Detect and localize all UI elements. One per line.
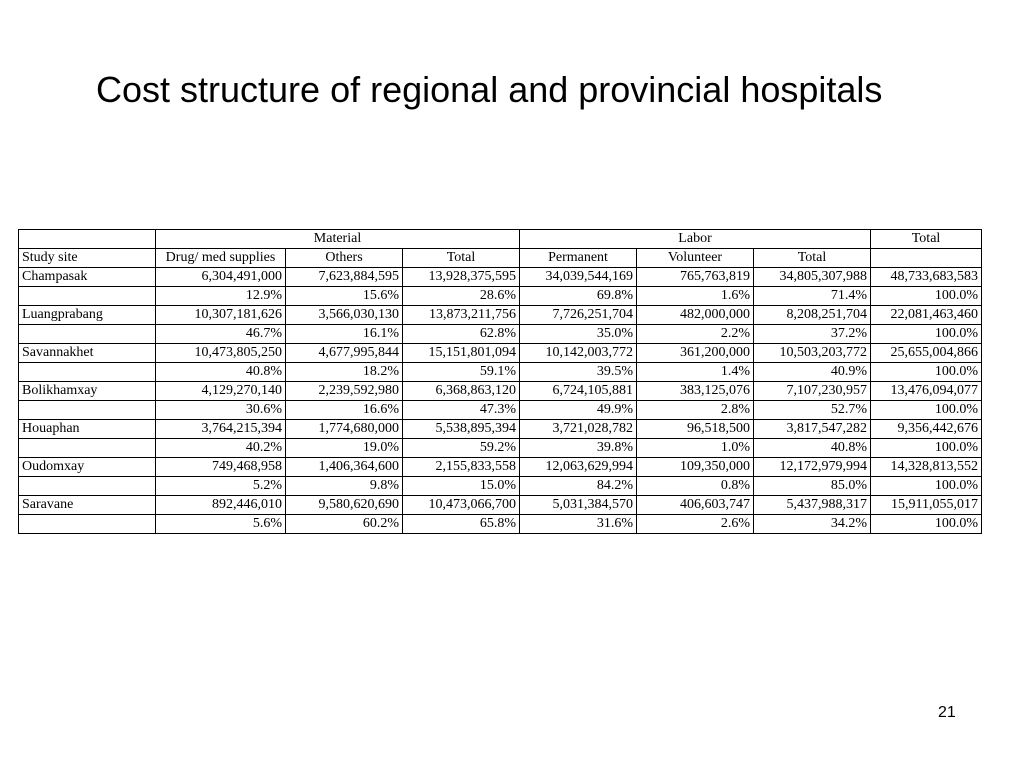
percent-cell: 40.2% [156, 439, 286, 458]
table-row-percents [19, 515, 982, 534]
value-cell: 13,873,211,756 [403, 306, 520, 325]
percent-cell: 46.7% [156, 325, 286, 344]
table-row-percents [19, 325, 982, 344]
percent-cell: 1.0% [637, 439, 754, 458]
table-row-percents [19, 439, 982, 458]
group-header-labor: Labor [520, 230, 871, 249]
percent-cell: 5.2% [156, 477, 286, 496]
percent-cell: 100.0% [871, 287, 982, 306]
percent-cell: 15.0% [403, 477, 520, 496]
value-cell: 6,724,105,881 [520, 382, 637, 401]
table-row-values [19, 458, 982, 477]
value-cell: 1,406,364,600 [286, 458, 403, 477]
table-row-values [19, 306, 982, 325]
percent-cell: 0.8% [637, 477, 754, 496]
value-cell: 3,764,215,394 [156, 420, 286, 439]
percent-cell: 52.7% [754, 401, 871, 420]
percent-cell: 60.2% [286, 515, 403, 534]
value-cell: 10,503,203,772 [754, 344, 871, 363]
column-header-row [19, 249, 982, 268]
value-cell: 34,039,544,169 [520, 268, 637, 287]
table-row-values [19, 268, 982, 287]
percent-cell: 34.2% [754, 515, 871, 534]
value-cell: 406,603,747 [637, 496, 754, 515]
value-cell: 7,726,251,704 [520, 306, 637, 325]
value-cell: 7,107,230,957 [754, 382, 871, 401]
value-cell: 25,655,004,866 [871, 344, 982, 363]
column-header-study-site: Study site [19, 249, 156, 268]
cost-table-container [18, 229, 981, 534]
value-cell: 8,208,251,704 [754, 306, 871, 325]
percent-cell: 39.5% [520, 363, 637, 382]
value-cell: 6,368,863,120 [403, 382, 520, 401]
percent-cell: 19.0% [286, 439, 403, 458]
study-site-cell: Houaphan [19, 420, 156, 439]
value-cell: 6,304,491,000 [156, 268, 286, 287]
percent-cell: 30.6% [156, 401, 286, 420]
percent-cell: 47.3% [403, 401, 520, 420]
percent-cell: 100.0% [871, 363, 982, 382]
blank-cell [19, 325, 156, 344]
percent-cell: 2.2% [637, 325, 754, 344]
value-cell: 9,580,620,690 [286, 496, 403, 515]
column-header-permanent: Permanent [520, 249, 637, 268]
percent-cell: 1.6% [637, 287, 754, 306]
percent-cell: 1.4% [637, 363, 754, 382]
percent-cell: 15.6% [286, 287, 403, 306]
percent-cell: 5.6% [156, 515, 286, 534]
value-cell: 15,911,055,017 [871, 496, 982, 515]
percent-cell: 59.1% [403, 363, 520, 382]
value-cell: 3,721,028,782 [520, 420, 637, 439]
blank-cell [19, 515, 156, 534]
percent-cell: 85.0% [754, 477, 871, 496]
percent-cell: 59.2% [403, 439, 520, 458]
percent-cell: 100.0% [871, 515, 982, 534]
value-cell: 4,677,995,844 [286, 344, 403, 363]
value-cell: 1,774,680,000 [286, 420, 403, 439]
percent-cell: 40.9% [754, 363, 871, 382]
value-cell: 14,328,813,552 [871, 458, 982, 477]
group-header-blank [19, 230, 156, 249]
percent-cell: 71.4% [754, 287, 871, 306]
percent-cell: 9.8% [286, 477, 403, 496]
cost-table [18, 229, 982, 534]
column-header-grand-total-blank [871, 249, 982, 268]
value-cell: 13,476,094,077 [871, 382, 982, 401]
value-cell: 3,566,030,130 [286, 306, 403, 325]
slide-title: Cost structure of regional and provincial hospitals [96, 69, 883, 110]
group-header-total: Total [871, 230, 982, 249]
blank-cell [19, 477, 156, 496]
value-cell: 2,155,833,558 [403, 458, 520, 477]
percent-cell: 35.0% [520, 325, 637, 344]
percent-cell: 62.8% [403, 325, 520, 344]
column-header-drug-med-supplies: Drug/ med supplies [156, 249, 286, 268]
percent-cell: 100.0% [871, 401, 982, 420]
value-cell: 5,538,895,394 [403, 420, 520, 439]
value-cell: 34,805,307,988 [754, 268, 871, 287]
percent-cell: 49.9% [520, 401, 637, 420]
table-row-percents [19, 287, 982, 306]
value-cell: 5,031,384,570 [520, 496, 637, 515]
percent-cell: 100.0% [871, 439, 982, 458]
percent-cell: 2.8% [637, 401, 754, 420]
table-row-values [19, 344, 982, 363]
value-cell: 482,000,000 [637, 306, 754, 325]
table-row-values [19, 420, 982, 439]
percent-cell: 2.6% [637, 515, 754, 534]
value-cell: 12,063,629,994 [520, 458, 637, 477]
table-row-values [19, 382, 982, 401]
blank-cell [19, 401, 156, 420]
value-cell: 3,817,547,282 [754, 420, 871, 439]
percent-cell: 18.2% [286, 363, 403, 382]
percent-cell: 28.6% [403, 287, 520, 306]
table-row-percents [19, 363, 982, 382]
column-header-material-total: Total [403, 249, 520, 268]
value-cell: 4,129,270,140 [156, 382, 286, 401]
percent-cell: 84.2% [520, 477, 637, 496]
percent-cell: 31.6% [520, 515, 637, 534]
blank-cell [19, 439, 156, 458]
slide-page-number: 21 [938, 704, 956, 721]
study-site-cell: Bolikhamxay [19, 382, 156, 401]
value-cell: 48,733,683,583 [871, 268, 982, 287]
percent-cell: 69.8% [520, 287, 637, 306]
study-site-cell: Luangprabang [19, 306, 156, 325]
table-row-percents [19, 401, 982, 420]
percent-cell: 40.8% [754, 439, 871, 458]
study-site-cell: Savannakhet [19, 344, 156, 363]
study-site-cell: Champasak [19, 268, 156, 287]
percent-cell: 12.9% [156, 287, 286, 306]
group-header-row [19, 230, 982, 249]
value-cell: 7,623,884,595 [286, 268, 403, 287]
value-cell: 96,518,500 [637, 420, 754, 439]
column-header-labor-total: Total [754, 249, 871, 268]
value-cell: 12,172,979,994 [754, 458, 871, 477]
value-cell: 10,307,181,626 [156, 306, 286, 325]
value-cell: 765,763,819 [637, 268, 754, 287]
value-cell: 10,142,003,772 [520, 344, 637, 363]
study-site-cell: Oudomxay [19, 458, 156, 477]
column-header-material-others: Others [286, 249, 403, 268]
value-cell: 5,437,988,317 [754, 496, 871, 515]
table-row-values [19, 496, 982, 515]
value-cell: 361,200,000 [637, 344, 754, 363]
percent-cell: 37.2% [754, 325, 871, 344]
value-cell: 9,356,442,676 [871, 420, 982, 439]
value-cell: 15,151,801,094 [403, 344, 520, 363]
table-body [19, 268, 982, 534]
value-cell: 10,473,066,700 [403, 496, 520, 515]
group-header-material: Material [156, 230, 520, 249]
percent-cell: 100.0% [871, 477, 982, 496]
value-cell: 22,081,463,460 [871, 306, 982, 325]
value-cell: 749,468,958 [156, 458, 286, 477]
blank-cell [19, 287, 156, 306]
value-cell: 13,928,375,595 [403, 268, 520, 287]
percent-cell: 40.8% [156, 363, 286, 382]
value-cell: 383,125,076 [637, 382, 754, 401]
value-cell: 109,350,000 [637, 458, 754, 477]
value-cell: 10,473,805,250 [156, 344, 286, 363]
percent-cell: 16.6% [286, 401, 403, 420]
value-cell: 2,239,592,980 [286, 382, 403, 401]
percent-cell: 16.1% [286, 325, 403, 344]
percent-cell: 65.8% [403, 515, 520, 534]
value-cell: 892,446,010 [156, 496, 286, 515]
table-row-percents [19, 477, 982, 496]
percent-cell: 100.0% [871, 325, 982, 344]
percent-cell: 39.8% [520, 439, 637, 458]
blank-cell [19, 363, 156, 382]
study-site-cell: Saravane [19, 496, 156, 515]
column-header-volunteer: Volunteer [637, 249, 754, 268]
